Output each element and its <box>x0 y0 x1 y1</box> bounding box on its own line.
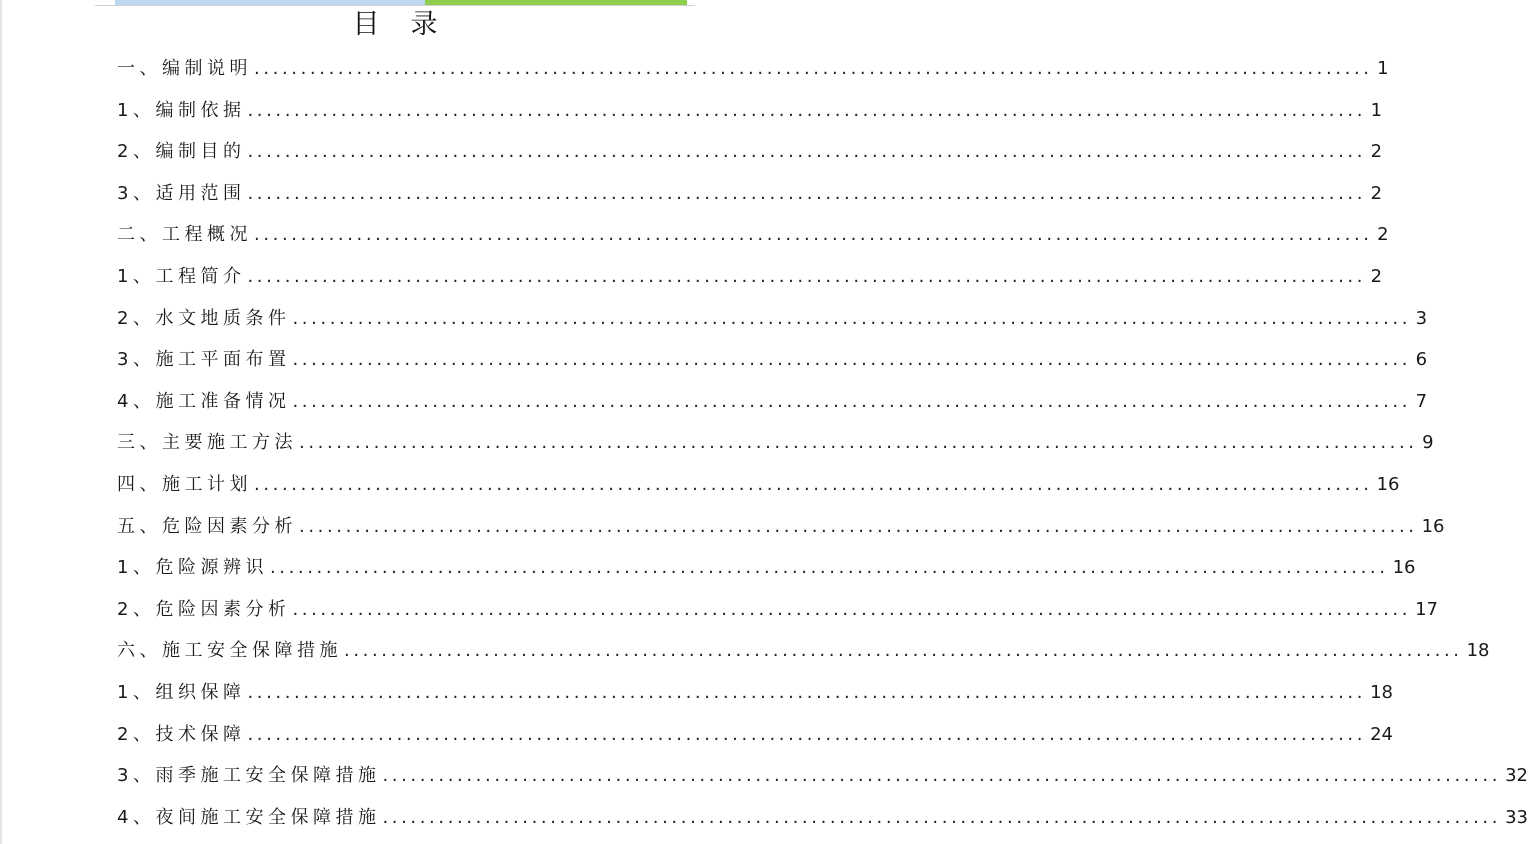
toc-entry-label: 1、组织保障 <box>117 681 246 703</box>
toc-entry-page-number: 16 <box>1421 515 1445 537</box>
toc-entry-label: 3、施工平面布置 <box>117 349 291 371</box>
toc-entry-label: 五、危险因素分析 <box>117 515 297 537</box>
toc-entry[interactable] <box>117 173 1383 215</box>
toc-entry-page-number: 18 <box>1466 640 1490 662</box>
header-rule <box>95 5 695 6</box>
toc-dot-leader: ........................................................................................................................ <box>269 557 1389 579</box>
toc-entry-page-number: 3 <box>1415 307 1428 329</box>
toc-entry-page-number: 2 <box>1370 141 1383 163</box>
toc-dot-leader: ........................................................................................................................ <box>254 473 1373 495</box>
page-left-edge <box>0 0 2 844</box>
toc-dot-leader: ........................................................................................................................ <box>382 765 1502 787</box>
toc-entry[interactable] <box>117 630 1490 672</box>
toc-entry-page-number: 1 <box>1377 58 1389 79</box>
toc-entry-page-number: 24 <box>1370 723 1393 745</box>
toc-entry[interactable] <box>117 214 1389 256</box>
toc-entry[interactable] <box>117 298 1428 340</box>
toc-entry[interactable] <box>117 381 1428 423</box>
toc-entry-label: 2、技术保障 <box>117 723 246 745</box>
toc-entry-label: 4、夜间施工安全保障措施 <box>117 806 381 828</box>
toc-dot-leader: ........................................................................................................................ <box>292 307 1412 329</box>
toc-entry-label: 1、工程简介 <box>117 265 246 287</box>
toc-entry-label: 二、工程概况 <box>117 224 252 246</box>
toc-dot-leader: ........................................................................................................................ <box>299 515 1418 537</box>
toc-entry[interactable] <box>117 256 1383 298</box>
toc-entry[interactable] <box>117 422 1434 464</box>
toc-entry-label: 一、编制说明 <box>117 58 252 79</box>
toc-entry-label: 四、施工计划 <box>117 473 252 495</box>
toc-entry-page-number: 33 <box>1505 806 1528 828</box>
toc-entry[interactable] <box>117 797 1528 839</box>
toc-entry-label: 六、施工安全保障措施 <box>117 640 342 662</box>
toc-dot-leader: ........................................................................................................................ <box>292 349 1412 371</box>
toc-entry[interactable] <box>117 339 1428 381</box>
toc-entry[interactable] <box>117 131 1383 173</box>
toc-entry-page-number: 2 <box>1377 224 1389 246</box>
toc-entry[interactable] <box>117 464 1400 506</box>
toc-entry-label: 4、施工准备情况 <box>117 390 291 412</box>
toc-entry-label: 1、编制依据 <box>117 99 246 121</box>
toc-entry[interactable] <box>117 90 1383 132</box>
toc-entry-page-number: 1 <box>1370 99 1383 121</box>
toc-dot-leader: ........................................................................................................................ <box>292 598 1412 620</box>
toc-entry[interactable] <box>117 506 1445 548</box>
table-of-contents <box>117 48 1528 838</box>
toc-entry[interactable] <box>117 589 1438 631</box>
toc-dot-leader: ........................................................................................................................ <box>344 640 1463 662</box>
toc-dot-leader: ........................................................................................................................ <box>299 432 1418 454</box>
toc-dot-leader: ........................................................................................................................ <box>382 806 1502 828</box>
toc-entry-label: 三、主要施工方法 <box>117 432 297 454</box>
toc-title: 目 录 <box>352 9 440 40</box>
toc-entry-page-number: 7 <box>1415 390 1428 412</box>
toc-dot-leader: ........................................................................................................................ <box>247 265 1367 287</box>
toc-dot-leader: ........................................................................................................................ <box>247 681 1367 703</box>
toc-entry-label: 3、雨季施工安全保障措施 <box>117 765 381 787</box>
toc-entry[interactable] <box>117 755 1528 797</box>
toc-entry-page-number: 2 <box>1370 265 1383 287</box>
toc-entry-page-number: 17 <box>1415 598 1438 620</box>
toc-dot-leader: ........................................................................................................................ <box>247 141 1367 163</box>
toc-entry[interactable] <box>117 48 1389 90</box>
toc-entry-label: 3、适用范围 <box>117 182 246 204</box>
toc-dot-leader: ........................................................................................................................ <box>254 58 1373 79</box>
toc-dot-leader: ........................................................................................................................ <box>292 390 1412 412</box>
toc-entry-page-number: 6 <box>1415 349 1428 371</box>
toc-entry[interactable] <box>117 547 1416 589</box>
toc-dot-leader: ........................................................................................................................ <box>254 224 1373 246</box>
toc-entry-page-number: 9 <box>1422 432 1434 454</box>
toc-entry-label: 2、水文地质条件 <box>117 307 291 329</box>
toc-entry-label: 2、危险因素分析 <box>117 598 291 620</box>
page-header-band <box>95 0 695 6</box>
toc-entry-page-number: 18 <box>1370 681 1393 703</box>
toc-entry[interactable] <box>117 714 1393 756</box>
toc-entry-label: 2、编制目的 <box>117 141 246 163</box>
toc-dot-leader: ........................................................................................................................ <box>247 99 1367 121</box>
toc-entry-page-number: 16 <box>1376 473 1400 495</box>
toc-dot-leader: ........................................................................................................................ <box>247 182 1367 204</box>
toc-entry-page-number: 2 <box>1370 182 1383 204</box>
toc-entry-page-number: 32 <box>1505 765 1528 787</box>
toc-dot-leader: ........................................................................................................................ <box>247 723 1367 745</box>
toc-entry-page-number: 16 <box>1392 557 1416 579</box>
toc-entry[interactable] <box>117 672 1393 714</box>
toc-entry-label: 1、危险源辨识 <box>117 557 268 579</box>
